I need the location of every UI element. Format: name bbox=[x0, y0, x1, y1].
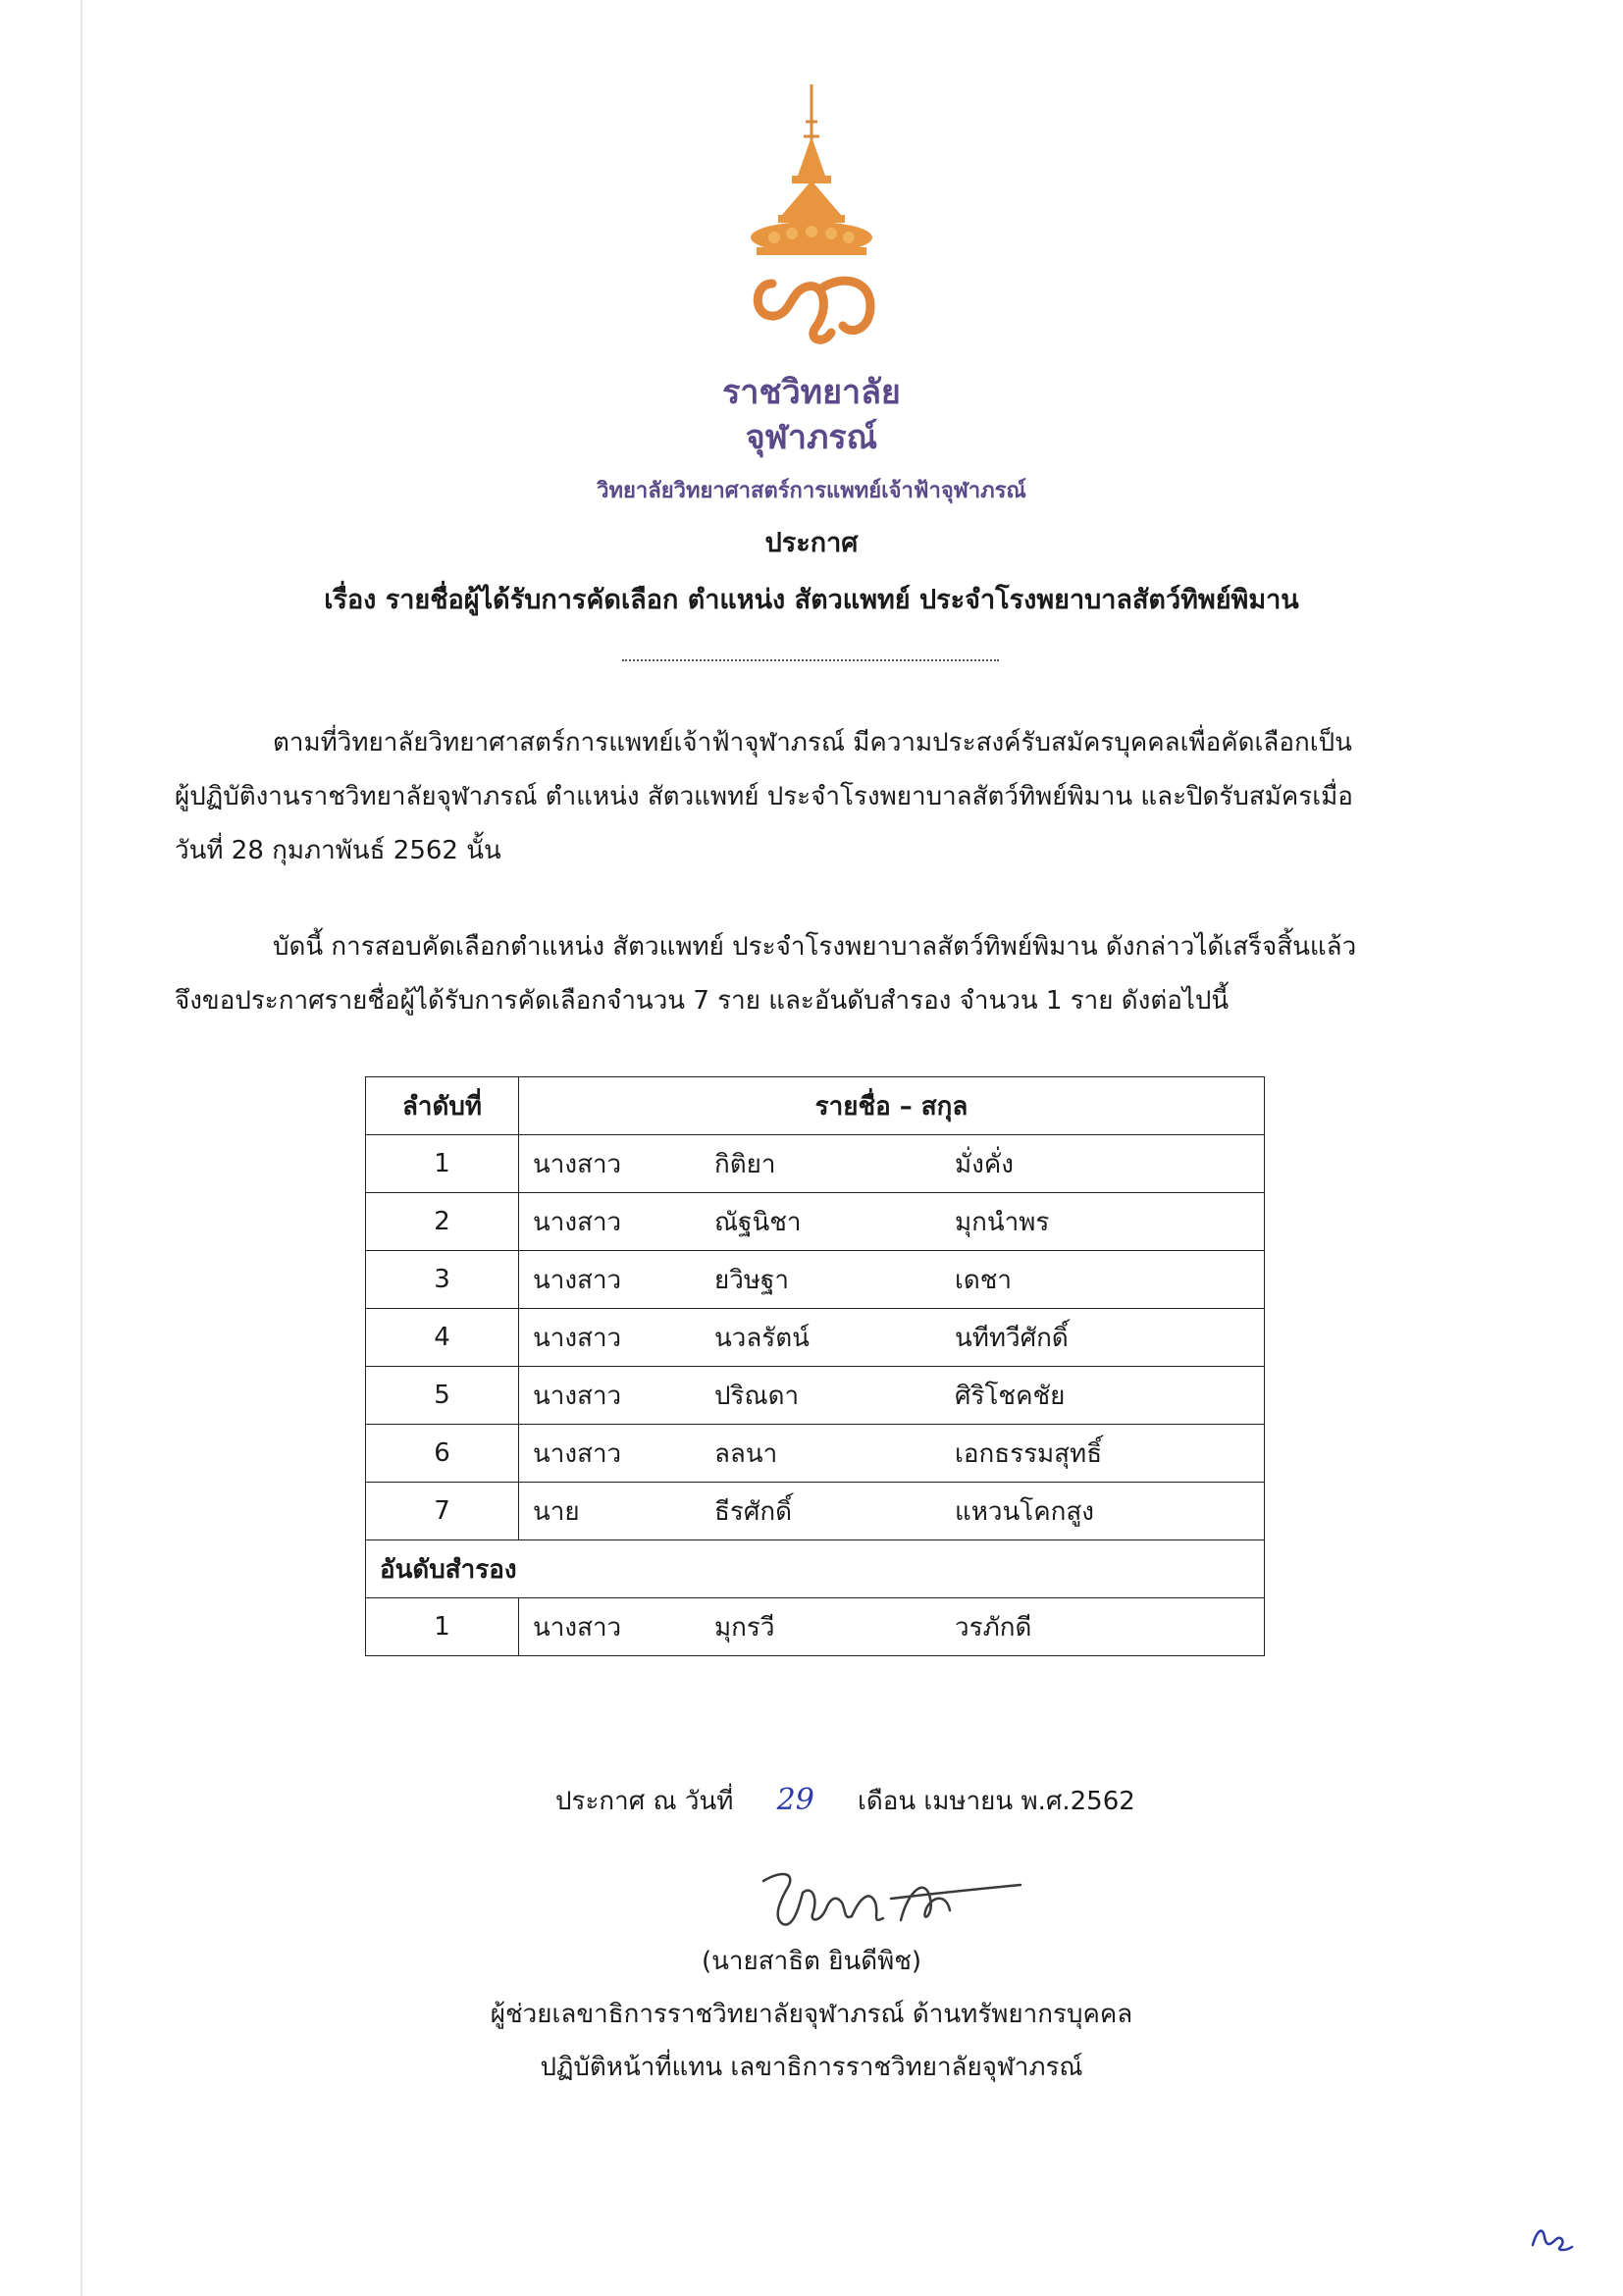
last-name: มุกนำพร bbox=[955, 1207, 1050, 1237]
table-body bbox=[366, 1135, 1265, 1656]
row-number: 2 bbox=[366, 1193, 519, 1251]
row-fullname bbox=[519, 1309, 1265, 1367]
first-name: ณัฐนิชา bbox=[714, 1207, 802, 1237]
date-suffix: เดือน เมษายน พ.ศ.2562 bbox=[857, 1787, 1135, 1816]
org-name-line2: จุฬาภรณ์ bbox=[745, 418, 878, 457]
row-number: 1 bbox=[366, 1598, 519, 1656]
name-title: นางสาว bbox=[533, 1612, 622, 1643]
column-header-number: ลำดับที่ bbox=[366, 1077, 519, 1135]
last-name: ศิริโชคชัย bbox=[955, 1381, 1066, 1411]
first-name: มุกรวี bbox=[714, 1612, 775, 1643]
row-fullname bbox=[519, 1367, 1265, 1425]
paragraph-result-line1: บัดนี้ การสอบคัดเลือกตำแหน่ง สัตวแพทย์ ประจำโรงพยาบาลสัตว์ทิพย์พิมาน ดังกล่าวได้เสร็จสิ้นแล้ว bbox=[273, 932, 1357, 962]
table-row bbox=[366, 1425, 1265, 1483]
dotted-divider bbox=[622, 659, 999, 661]
table-row bbox=[366, 1309, 1265, 1367]
row-number: 6 bbox=[366, 1425, 519, 1483]
reserve-section-row bbox=[366, 1540, 1265, 1598]
first-name: ยวิษฐา bbox=[714, 1265, 789, 1295]
org-name-line1: ราชวิทยาลัย bbox=[722, 373, 901, 412]
reserve-section-label: อันดับสำรอง bbox=[366, 1540, 1265, 1598]
first-name: นวลรัตน์ bbox=[714, 1323, 810, 1353]
table-row bbox=[366, 1193, 1265, 1251]
last-name: เอกธรรมสุทธิ์ bbox=[955, 1438, 1103, 1469]
org-subtitle: วิทยาลัยวิทยาศาสตร์การแพทย์เจ้าฟ้าจุฬาภรณ์ bbox=[597, 479, 1026, 503]
last-name: เดชา bbox=[955, 1265, 1013, 1295]
date-prefix: ประกาศ ณ วันที่ bbox=[555, 1787, 734, 1816]
date-day-handwritten: 29 bbox=[776, 1783, 814, 1817]
last-name: วรภักดี bbox=[955, 1612, 1032, 1643]
row-number: 3 bbox=[366, 1251, 519, 1309]
first-name: ธีรศักดิ์ bbox=[714, 1496, 792, 1527]
table-row bbox=[366, 1367, 1265, 1425]
first-name: ลลนา bbox=[714, 1438, 778, 1469]
document-heading: ประกาศ bbox=[764, 528, 859, 558]
table-row bbox=[366, 1483, 1265, 1540]
announcement-date bbox=[555, 1781, 1135, 1821]
paragraph-intro-line3: วันที่ 28 กุมภาพันธ์ 2562 นั้น bbox=[175, 836, 501, 865]
name-title: นางสาว bbox=[533, 1323, 622, 1353]
row-number: 4 bbox=[366, 1309, 519, 1367]
row-number: 1 bbox=[366, 1135, 519, 1193]
initials-mark bbox=[1527, 2218, 1576, 2257]
document-subject: เรื่อง รายชื่อผู้ได้รับการคัดเลือก ตำแหน่ง สัตวแพทย์ ประจำโรงพยาบาลสัตว์ทิพย์พิมาน bbox=[324, 585, 1299, 615]
table-row bbox=[366, 1135, 1265, 1193]
row-fullname bbox=[519, 1425, 1265, 1483]
first-name: กิติยา bbox=[714, 1149, 776, 1179]
paragraph-intro-line2: ผู้ปฏิบัติงานราชวิทยาลัยจุฬาภรณ์ ตำแหน่ง สัตวแพทย์ ประจำโรงพยาบาลสัตว์ทิพย์พิมาน และปิดรับสมัครเมื่อ bbox=[175, 782, 1353, 811]
last-name: แหวนโคกสูง bbox=[955, 1496, 1094, 1527]
row-fullname bbox=[519, 1135, 1265, 1193]
name-title: นางสาว bbox=[533, 1381, 622, 1411]
handwritten-signature bbox=[754, 1859, 1028, 1948]
name-title: นางสาว bbox=[533, 1149, 622, 1179]
name-title: นางสาว bbox=[533, 1438, 622, 1469]
row-fullname bbox=[519, 1598, 1265, 1656]
last-name: นทีทวีศักดิ์ bbox=[955, 1323, 1069, 1353]
selected-candidates-table bbox=[365, 1076, 1265, 1656]
row-number: 5 bbox=[366, 1367, 519, 1425]
paragraph-intro bbox=[175, 716, 1490, 878]
paragraph-intro-line1: ตามที่วิทยาลัยวิทยาศาสตร์การแพทย์เจ้าฟ้าจุฬาภรณ์ มีความประสงค์รับสมัครบุคคลเพื่อคัดเลือกเป็น bbox=[273, 728, 1352, 757]
name-title: นางสาว bbox=[533, 1265, 622, 1295]
college-emblem-logo bbox=[713, 82, 910, 367]
signer-name: (นายสาธิต ยินดีพิช) bbox=[701, 1947, 922, 1976]
row-fullname bbox=[519, 1251, 1265, 1309]
signer-position-acting: ปฏิบัติหน้าที่แทน เลขาธิการราชวิทยาลัยจุฬาภรณ์ bbox=[540, 2053, 1083, 2082]
last-name: มั่งคั่ง bbox=[955, 1149, 1014, 1179]
name-title: นาย bbox=[533, 1496, 580, 1527]
name-title: นางสาว bbox=[533, 1207, 622, 1237]
column-header-name: รายชื่อ – สกุล bbox=[519, 1077, 1265, 1135]
row-fullname bbox=[519, 1483, 1265, 1540]
table-row bbox=[366, 1251, 1265, 1309]
row-number: 7 bbox=[366, 1483, 519, 1540]
table-row bbox=[366, 1598, 1265, 1656]
paragraph-result bbox=[175, 920, 1490, 1028]
first-name: ปริณดา bbox=[714, 1381, 800, 1411]
paragraph-result-line2: จึงขอประกาศรายชื่อผู้ได้รับการคัดเลือกจำนวน 7 ราย และอันดับสำรอง จำนวน 1 ราย ดังต่อไปนี้ bbox=[175, 986, 1230, 1016]
table-header-row bbox=[366, 1077, 1265, 1135]
row-fullname bbox=[519, 1193, 1265, 1251]
signer-position-primary: ผู้ช่วยเลขาธิการราชวิทยาลัยจุฬาภรณ์ ด้านทรัพยากรบุคคล bbox=[490, 2000, 1133, 2029]
